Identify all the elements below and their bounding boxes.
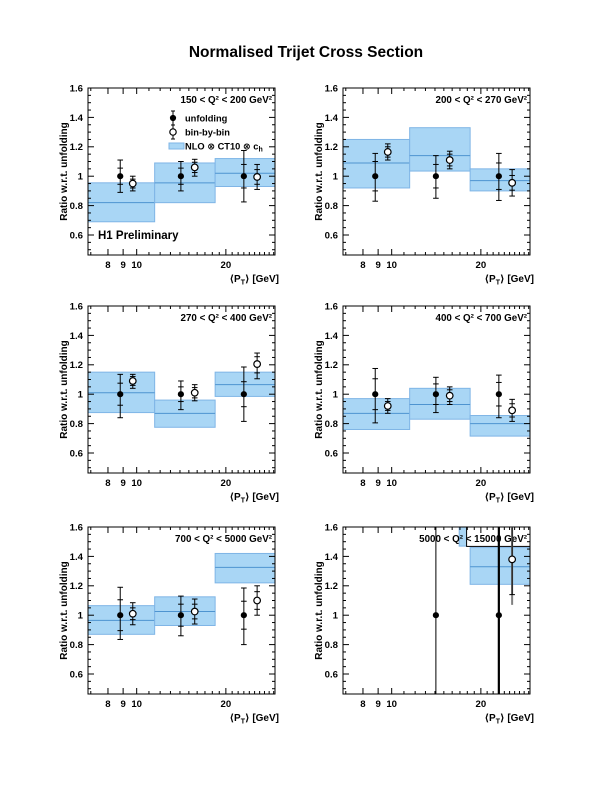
- y-tick-label: 0.6: [69, 669, 83, 681]
- y-tick-label: 1.6: [324, 301, 338, 313]
- y-tick-label: 1: [332, 389, 338, 401]
- x-tick-label: 9: [375, 260, 381, 271]
- x-axis-title: $⟨P_T⟩$ [GeV]: [484, 492, 534, 505]
- x-tick-label: 9: [120, 478, 126, 489]
- q2-range-label: 5000 < Q² < 15000 GeV²: [419, 534, 527, 545]
- open-circle-marker: [129, 180, 136, 187]
- x-axis-title: $⟨P_T⟩$ [GeV]: [229, 274, 279, 287]
- unfolding-point: [433, 498, 439, 704]
- open-circle-marker: [129, 610, 136, 617]
- filled-circle-marker: [496, 391, 502, 397]
- y-tick-label: 0.8: [324, 640, 338, 652]
- y-tick-label: 0.8: [324, 201, 338, 213]
- y-tick-label: 1.6: [69, 522, 83, 534]
- open-circle-marker: [254, 597, 261, 604]
- legend-band-swatch: [169, 143, 184, 149]
- x-tick-label: 8: [105, 478, 111, 489]
- open-circle-marker: [254, 174, 261, 181]
- unfolding-point: [496, 375, 502, 418]
- y-axis-title: Ratio w.r.t. unfolding: [314, 340, 325, 439]
- filled-circle-marker: [117, 173, 123, 179]
- x-tick-label: 10: [386, 260, 398, 271]
- y-tick-label: 1.6: [69, 83, 83, 95]
- x-tick-label: 10: [386, 478, 398, 489]
- bin-by-bin-point: [254, 586, 261, 615]
- filled-circle-marker: [433, 391, 439, 397]
- open-circle-marker: [191, 164, 198, 171]
- y-tick-label: 1.6: [324, 83, 338, 95]
- q2-range-label: 200 < Q² < 270 GeV²: [435, 95, 527, 106]
- panel-3: [59, 301, 279, 504]
- filled-circle-marker: [496, 612, 502, 618]
- nlo-band: [470, 548, 530, 585]
- q2-range-label: 700 < Q² < 5000 GeV²: [175, 534, 272, 545]
- open-circle-marker: [509, 407, 516, 414]
- filled-circle-marker: [372, 173, 378, 179]
- x-tick-label: 9: [120, 260, 126, 271]
- y-tick-label: 1.2: [324, 581, 338, 593]
- x-tick-label: 10: [131, 260, 143, 271]
- nlo-band: [410, 128, 470, 171]
- nlo-band: [470, 416, 530, 437]
- open-circle-marker: [384, 149, 391, 156]
- x-tick-label: 20: [475, 699, 487, 710]
- open-circle-marker: [509, 180, 516, 187]
- x-axis-title: $⟨P_T⟩$ [GeV]: [484, 274, 534, 287]
- y-tick-label: 1: [77, 171, 83, 183]
- y-tick-label: 1.4: [324, 330, 338, 342]
- x-tick-label: 8: [360, 699, 366, 710]
- x-tick-label: 9: [375, 699, 381, 710]
- y-tick-label: 1.6: [69, 301, 83, 313]
- open-circle-marker: [254, 361, 261, 368]
- x-tick-label: 20: [220, 260, 232, 271]
- unfolding-point: [496, 153, 502, 200]
- y-tick-label: 1: [332, 171, 338, 183]
- unfolding-point: [241, 588, 247, 645]
- y-tick-label: 0.6: [324, 230, 338, 242]
- x-tick-label: 20: [475, 478, 487, 489]
- y-tick-label: 0.8: [69, 419, 83, 431]
- filled-circle-marker: [433, 612, 439, 618]
- legend-open-circle-marker: [170, 129, 176, 135]
- open-circle-marker: [509, 556, 516, 563]
- x-tick-label: 8: [105, 699, 111, 710]
- filled-circle-marker: [241, 391, 247, 397]
- panel-5: [59, 522, 279, 725]
- bin-by-bin-point: [191, 385, 198, 401]
- band-layer: [88, 372, 275, 427]
- x-tick-label: 9: [120, 699, 126, 710]
- filled-circle-marker: [178, 391, 184, 397]
- axis-tick-labels: [325, 522, 487, 710]
- legend-label: NLO ⊗ CT10 ⊗ $c_h$: [185, 141, 263, 154]
- filled-circle-marker: [372, 391, 378, 397]
- y-tick-label: 0.6: [324, 669, 338, 681]
- h1-preliminary-label: H1 Preliminary: [98, 230, 179, 242]
- figure-title: Normalised Trijet Cross Section: [188, 44, 424, 61]
- y-tick-label: 1.2: [69, 581, 83, 593]
- x-axis-title: $⟨P_T⟩$ [GeV]: [484, 713, 534, 726]
- nlo-band: [343, 139, 410, 188]
- nlo-band: [410, 388, 470, 419]
- y-tick-label: 0.6: [69, 230, 83, 242]
- open-circle-marker: [129, 378, 136, 385]
- x-tick-label: 8: [105, 260, 111, 271]
- y-axis-title: Ratio w.r.t. unfolding: [59, 561, 70, 660]
- panel-1: [59, 83, 279, 286]
- x-tick-label: 10: [386, 699, 398, 710]
- nlo-band: [215, 553, 275, 582]
- y-tick-label: 1.6: [324, 522, 338, 534]
- bin-by-bin-point: [446, 387, 453, 405]
- panel-2: [314, 83, 534, 286]
- nlo-band: [215, 159, 275, 187]
- filled-circle-marker: [117, 391, 123, 397]
- q2-range-label: 150 < Q² < 200 GeV²: [180, 95, 272, 106]
- legend-filled-circle-marker: [170, 115, 176, 121]
- open-circle-marker: [191, 608, 198, 615]
- y-axis-title: Ratio w.r.t. unfolding: [314, 561, 325, 660]
- x-tick-label: 20: [220, 699, 232, 710]
- y-tick-label: 1.2: [69, 360, 83, 372]
- x-tick-label: 10: [131, 699, 143, 710]
- panel-4: [314, 301, 534, 504]
- nlo-band: [343, 399, 410, 430]
- y-tick-label: 0.6: [69, 448, 83, 460]
- y-tick-label: 0.6: [324, 448, 338, 460]
- y-tick-label: 1: [77, 610, 83, 622]
- y-tick-label: 1: [332, 610, 338, 622]
- x-tick-label: 9: [375, 478, 381, 489]
- y-tick-label: 1: [77, 389, 83, 401]
- x-axis-title: $⟨P_T⟩$ [GeV]: [229, 713, 279, 726]
- x-tick-label: 20: [475, 260, 487, 271]
- y-tick-label: 1.4: [324, 551, 338, 563]
- open-circle-marker: [446, 157, 453, 164]
- x-tick-label: 10: [131, 478, 143, 489]
- legend-label: unfolding: [185, 113, 228, 124]
- band-layer: [88, 553, 275, 634]
- y-tick-label: 1.2: [324, 142, 338, 154]
- y-tick-label: 0.8: [69, 201, 83, 213]
- y-tick-label: 1.2: [324, 360, 338, 372]
- x-tick-label: 20: [220, 478, 232, 489]
- y-axis-title: Ratio w.r.t. unfolding: [59, 122, 70, 221]
- filled-circle-marker: [241, 612, 247, 618]
- q2-range-label: 400 < Q² < 700 GeV²: [435, 313, 527, 324]
- y-tick-label: 1.4: [69, 112, 83, 124]
- open-circle-marker: [384, 403, 391, 410]
- y-tick-label: 1.4: [324, 112, 338, 124]
- x-axis-title: $⟨P_T⟩$ [GeV]: [229, 492, 279, 505]
- x-tick-label: 8: [360, 260, 366, 271]
- q2-range-label: 270 < Q² < 400 GeV²: [180, 313, 272, 324]
- y-axis-title: Ratio w.r.t. unfolding: [314, 122, 325, 221]
- filled-circle-marker: [178, 612, 184, 618]
- open-circle-marker: [446, 392, 453, 399]
- y-tick-label: 1.4: [69, 330, 83, 342]
- bin-by-bin-point: [446, 151, 453, 169]
- filled-circle-marker: [241, 173, 247, 179]
- y-tick-label: 0.8: [324, 419, 338, 431]
- x-tick-label: 8: [360, 478, 366, 489]
- panel-6: [314, 498, 534, 726]
- band-layer: [343, 128, 530, 191]
- nlo-band: [470, 169, 530, 191]
- filled-circle-marker: [117, 612, 123, 618]
- open-circle-marker: [191, 389, 198, 396]
- legend: [169, 111, 263, 154]
- y-tick-label: 0.8: [69, 640, 83, 652]
- y-tick-label: 1.2: [69, 142, 83, 154]
- y-tick-label: 1.4: [69, 551, 83, 563]
- filled-circle-marker: [433, 173, 439, 179]
- filled-circle-marker: [496, 173, 502, 179]
- filled-circle-marker: [178, 173, 184, 179]
- y-axis-title: Ratio w.r.t. unfolding: [59, 340, 70, 439]
- legend-label: bin-by-bin: [185, 127, 230, 138]
